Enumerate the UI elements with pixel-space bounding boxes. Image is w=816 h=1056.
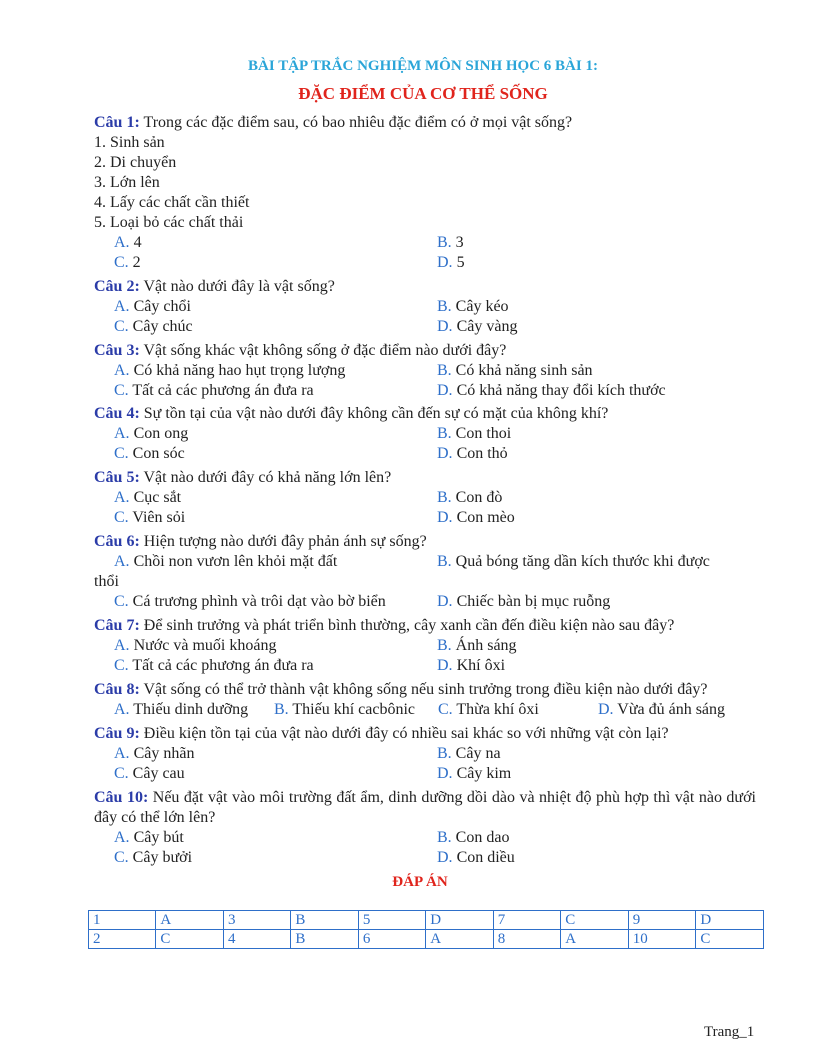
option-b: [274, 700, 438, 720]
list-item: 1. Sinh sản: [94, 134, 165, 151]
option-letter: B.: [437, 362, 452, 379]
option-text: Con đò: [451, 489, 503, 506]
option-text: Cây bút: [129, 829, 184, 846]
option-text: Tất cả các phương án đưa ra: [128, 382, 314, 399]
option-letter: C.: [114, 765, 129, 782]
option-d: [437, 381, 776, 401]
option-text: Cây chổi: [129, 298, 191, 315]
answer-options: [94, 488, 756, 528]
question-1: [94, 113, 756, 133]
option-b: [437, 361, 776, 381]
option-letter: B.: [437, 298, 452, 315]
option-text: Con dao: [451, 829, 510, 846]
list-item: 4. Lấy các chất cần thiết: [94, 194, 250, 211]
question-number: Câu 9:: [94, 725, 140, 742]
option-letter: A.: [114, 637, 130, 654]
option-d: [437, 764, 776, 784]
option-a: [114, 700, 274, 720]
question-number: Câu 3:: [94, 342, 140, 359]
option-letter: C.: [114, 254, 129, 271]
option-letter: A.: [114, 489, 130, 506]
question-7: [94, 616, 756, 636]
option-text: Tất cả các phương án đưa ra: [128, 657, 314, 674]
option-text: Có khả năng thay đổi kích thước: [452, 382, 666, 399]
answer-table: [88, 910, 764, 949]
option-text: Cục sắt: [129, 489, 182, 506]
question-number: Câu 6:: [94, 533, 140, 550]
list-item: 5. Loại bỏ các chất thải: [94, 214, 244, 231]
option-text: Cây nhãn: [129, 745, 195, 762]
question-number: Câu 5:: [94, 469, 140, 486]
option-a: [114, 552, 437, 572]
table-cell: 9: [628, 911, 696, 930]
option-text: Cây bưởi: [128, 849, 193, 866]
option-c: [114, 508, 437, 528]
answer-options: [94, 233, 756, 273]
option-text: Con sóc: [128, 445, 185, 462]
table-cell: C: [696, 930, 764, 949]
option-d: [437, 848, 776, 868]
option-letter: D.: [437, 657, 453, 674]
answer-options: [94, 297, 756, 337]
option-text: Cây chúc: [128, 318, 193, 335]
option-letter: A.: [114, 553, 130, 570]
option-a: [114, 233, 437, 253]
option-a: [114, 828, 437, 848]
question-4: [94, 404, 756, 424]
option-letter: C.: [114, 657, 129, 674]
document-title: BÀI TẬP TRẮC NGHIỆM MÔN SINH HỌC 6 BÀI 1:: [248, 58, 598, 74]
question-number: Câu 4:: [94, 405, 140, 422]
option-letter: C.: [114, 318, 129, 335]
table-cell: D: [426, 911, 494, 930]
option-text: Nước và muối khoáng: [129, 637, 277, 654]
option-letter: B.: [437, 553, 452, 570]
option-letter: C.: [114, 509, 129, 526]
answers-title: ĐÁP ÁN: [392, 874, 448, 890]
option-a: [114, 744, 437, 764]
option-text: Chiếc bàn bị mục ruỗng: [452, 593, 611, 610]
option-text: Cây kim: [452, 765, 512, 782]
question-number: Câu 1:: [94, 114, 140, 131]
questions: [94, 113, 756, 868]
answer-options: [94, 361, 756, 401]
option-text: Có khả năng hao hụt trọng lượng: [129, 362, 346, 379]
option-letter: B.: [437, 489, 452, 506]
option-text: Cây vàng: [452, 318, 518, 335]
option-b: [437, 744, 776, 764]
table-cell: 5: [358, 911, 425, 930]
table-cell: A: [426, 930, 494, 949]
option-c: [114, 592, 437, 612]
option-letter: D.: [437, 445, 453, 462]
option-c: [438, 700, 598, 720]
option-c: [114, 444, 437, 464]
option-letter: B.: [437, 829, 452, 846]
table-cell: 4: [223, 930, 290, 949]
option-a: [114, 636, 437, 656]
question-number: Câu 8:: [94, 681, 140, 698]
option-text: Con diều: [452, 849, 515, 866]
option-b: [437, 424, 776, 444]
answer-options: [94, 552, 756, 572]
option-d: [598, 700, 725, 720]
table-cell: 6: [358, 930, 425, 949]
option-b: [437, 297, 776, 317]
option-c: [114, 317, 437, 337]
option-d: [437, 444, 776, 464]
option-letter: A.: [114, 701, 130, 718]
question-text: Vật nào dưới đây là vật sống?: [139, 278, 335, 295]
option-text: Quả bóng tăng dần kích thước khi được: [451, 553, 710, 570]
option-b: [437, 488, 776, 508]
table-cell: C: [156, 930, 224, 949]
table-cell: 10: [628, 930, 696, 949]
option-letter: D.: [437, 509, 453, 526]
table-cell: 7: [493, 911, 560, 930]
table-cell: B: [291, 911, 359, 930]
question-number: Câu 2:: [94, 278, 140, 295]
question-9: [94, 724, 756, 744]
option-d: [437, 317, 776, 337]
document-subtitle: ĐẶC ĐIỂM CỦA CƠ THỂ SỐNG: [298, 84, 548, 103]
question-text: Điều kiện tồn tại của vật nào dưới đây có nhiều sai khác so với những vật còn lại?: [139, 725, 669, 742]
table-cell: 2: [89, 930, 156, 949]
option-d: [437, 656, 776, 676]
option-d: [437, 253, 776, 273]
option-b-continued: thổi: [94, 573, 119, 590]
question-10: [94, 788, 756, 828]
option-a: [114, 424, 437, 444]
table-cell: 8: [493, 930, 560, 949]
option-letter: A.: [114, 745, 130, 762]
option-text: Cây na: [451, 745, 501, 762]
option-letter: C.: [114, 849, 129, 866]
option-letter: D.: [437, 765, 453, 782]
list-item: 2. Di chuyển: [94, 154, 177, 171]
option-letter: B.: [437, 637, 452, 654]
page-number: Trang_1: [704, 1024, 755, 1040]
question-text: Nếu đặt vật vào môi trường đất ẩm, dinh dưỡng dồi dào và nhiệt độ phù hợp thì vật nào dưới đây có thể lớn lên?: [94, 789, 757, 826]
option-letter: D.: [437, 254, 453, 271]
option-letter: B.: [437, 745, 452, 762]
option-text: Thừa khí ôxi: [452, 701, 539, 718]
option-letter: B.: [437, 425, 452, 442]
table-cell: B: [291, 930, 359, 949]
option-letter: B.: [274, 701, 289, 718]
table-cell: 1: [89, 911, 156, 930]
option-text: Vừa đủ ánh sáng: [613, 701, 726, 718]
question-text: Để sinh trưởng và phát triển bình thường, cây xanh cần đến điều kiện nào sau đây?: [139, 617, 675, 634]
option-b: [437, 552, 776, 572]
option-text: 2: [128, 254, 141, 271]
question-text: Vật sống có thể trở thành vật không sống nếu sinh trưởng trong điều kiện nào dưới đây?: [139, 681, 708, 698]
option-letter: A.: [114, 829, 130, 846]
option-d: [437, 508, 776, 528]
option-text: Ánh sáng: [451, 637, 517, 654]
table-cell: 3: [223, 911, 290, 930]
question-number: Câu 7:: [94, 617, 140, 634]
table-cell: A: [156, 911, 224, 930]
option-c: [114, 764, 437, 784]
option-text: Con thỏ: [452, 445, 508, 462]
table-row: [89, 911, 764, 930]
option-letter: A.: [114, 425, 130, 442]
option-text: Cây kéo: [451, 298, 509, 315]
option-letter: C.: [114, 382, 129, 399]
question-text: Sự tồn tại của vật nào dưới đây không cần đến sự có mặt của không khí?: [139, 405, 609, 422]
option-letter: D.: [437, 318, 453, 335]
option-letter: D.: [437, 593, 453, 610]
option-letter: B.: [437, 234, 452, 251]
option-text: Thiếu khí cacbônic: [288, 701, 415, 718]
option-text: Có khả năng sinh sản: [451, 362, 593, 379]
option-letter: C.: [114, 445, 129, 462]
option-b: [437, 636, 776, 656]
question-text: Vật nào dưới đây có khả năng lớn lên?: [139, 469, 392, 486]
option-b: [437, 233, 776, 253]
question-2: [94, 277, 756, 297]
option-text: 3: [451, 234, 464, 251]
answer-options: [94, 636, 756, 676]
question-3: [94, 341, 756, 361]
option-d: [437, 592, 776, 612]
option-b: [437, 828, 776, 848]
answer-options: [94, 700, 756, 720]
option-letter: A.: [114, 234, 130, 251]
table-cell: A: [561, 930, 629, 949]
question-8: [94, 680, 756, 700]
option-text: Viên sỏi: [128, 509, 186, 526]
answer-options: [94, 424, 756, 464]
option-a: [114, 361, 437, 381]
option-letter: C.: [438, 701, 453, 718]
option-text: Con ong: [129, 425, 189, 442]
question-number: Câu 10:: [94, 789, 149, 806]
question-6: [94, 532, 756, 552]
answer-options: [94, 744, 756, 784]
option-letter: A.: [114, 362, 130, 379]
option-letter: A.: [114, 298, 130, 315]
option-text: Khí ôxi: [452, 657, 506, 674]
table-cell: C: [561, 911, 629, 930]
option-letter: D.: [598, 701, 614, 718]
question-5: [94, 468, 756, 488]
answer-options: [94, 828, 756, 868]
answer-options: [94, 592, 756, 612]
option-text: 4: [129, 234, 142, 251]
question-text: Vật sống khác vật không sống ở đặc điểm nào dưới đây?: [139, 342, 507, 359]
option-text: Thiếu dinh dưỡng: [129, 701, 249, 718]
table-row: [89, 930, 764, 949]
option-letter: D.: [437, 382, 453, 399]
option-text: Cây cau: [128, 765, 185, 782]
option-letter: D.: [437, 849, 453, 866]
option-a: [114, 488, 437, 508]
option-text: 5: [452, 254, 465, 271]
question-text: Hiện tượng nào dưới đây phản ánh sự sống?: [139, 533, 427, 550]
option-text: Cá trương phình và trôi dạt vào bờ biển: [128, 593, 386, 610]
option-text: Con mèo: [452, 509, 515, 526]
option-text: Con thoi: [451, 425, 512, 442]
table-cell: D: [696, 911, 764, 930]
option-c: [114, 253, 437, 273]
option-text: Chồi non vươn lên khỏi mặt đất: [129, 553, 338, 570]
question-text: Trong các đặc điểm sau, có bao nhiêu đặc điểm có ở mọi vật sống?: [139, 114, 573, 131]
option-c: [114, 656, 437, 676]
option-c: [114, 848, 437, 868]
option-a: [114, 297, 437, 317]
list-item: 3. Lớn lên: [94, 174, 160, 191]
option-c: [114, 381, 437, 401]
option-letter: C.: [114, 593, 129, 610]
